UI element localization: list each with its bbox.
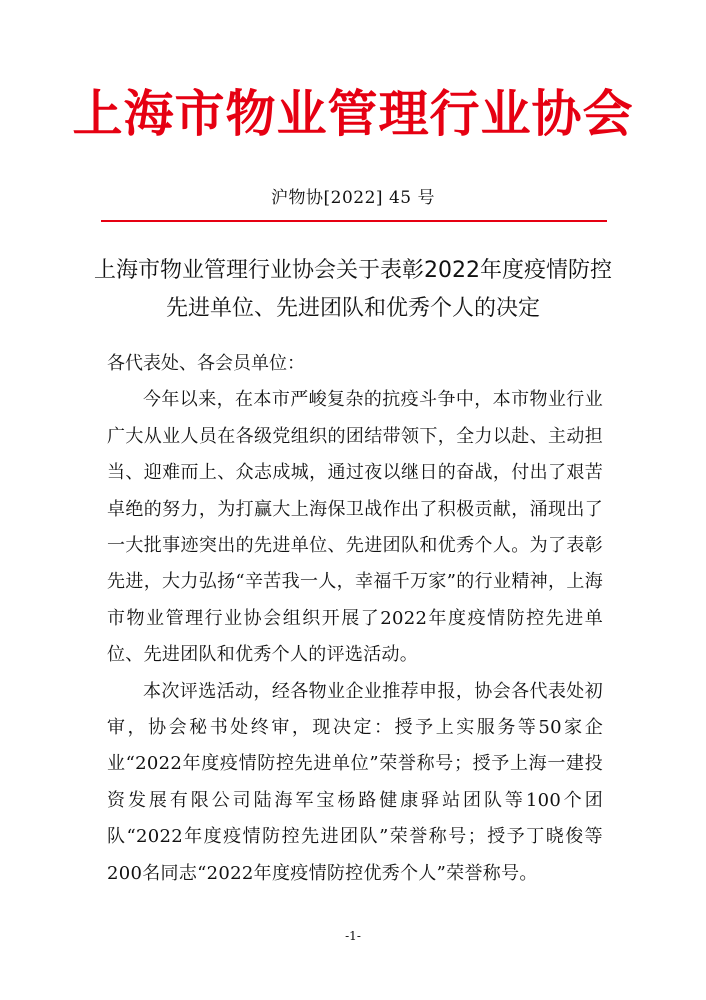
page-number: -1- — [345, 929, 361, 943]
document-title-line-1: 上海市物业管理行业协会关于表彰2022年度疫情防控 — [94, 258, 612, 283]
paragraph-1: 今年以来，在本市严峻复杂的抗疫斗争中，本市物业行业广大从业人员在各级党组织的团结带领下，全力以赴、主动担当、迎难而上、众志成城，通过夜以继日的奋战，付出了艰苦卓绝的努力，为打赢大上海保卫战作出了积极贡献，涌现出了一大批事迹突出的先进单位、先进团队和优秀个人。为了表彰先进，大力弘扬“辛苦我一人，幸福千万家”的行业精神，上海市物业管理行业协会组织开展了2022年度疫情防控先进单位、先进团队和优秀个人的评选活动。 — [107, 389, 603, 666]
salutation: 各代表处、各会员单位： — [107, 353, 305, 374]
paragraph-2: 本次评选活动，经各物业企业推荐申报，协会各代表处初审，协会秘书处终审，现决定：授予上实服务等50家企业“2022年度疫情防控先进单位”荣誉称号；授予上海一建投资发展有限公司陆海军宝杨路健康驿站团队等100个团队“2022年度疫情防控先进团队”荣誉称号；授予丁晓俊等200名同志“2022年度疫情防控优秀个人”荣誉称号。 — [107, 680, 603, 884]
organization-header: 上海市物业管理行业协会 — [72, 84, 634, 143]
document-body — [107, 346, 603, 892]
document-title — [80, 252, 626, 328]
document-title-line-2: 先进单位、先进团队和优秀个人的决定 — [165, 296, 540, 321]
document-number: 沪物协[2022] 45 号 — [271, 188, 435, 208]
red-header-rule — [101, 220, 607, 222]
